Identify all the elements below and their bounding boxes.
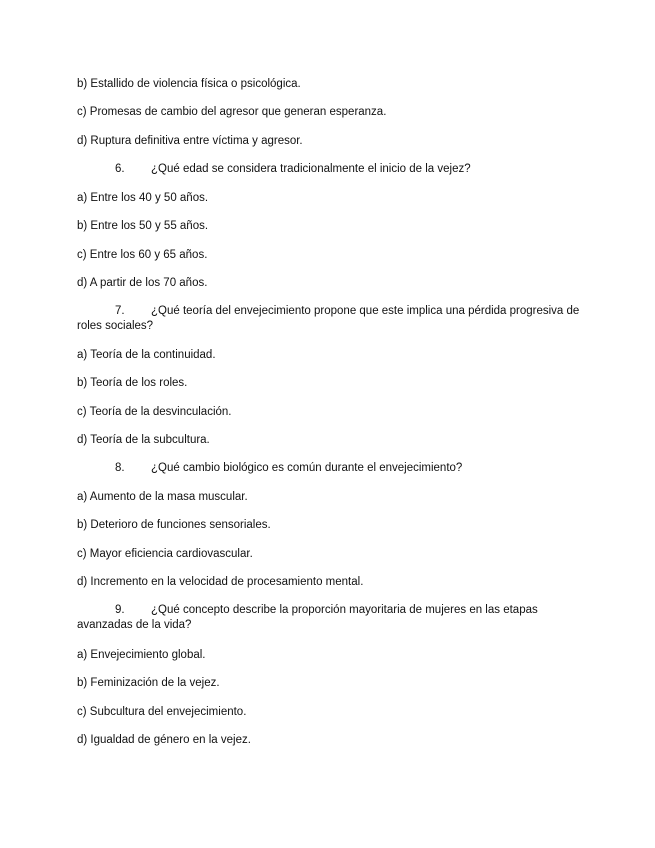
question-number: 6.: [115, 163, 125, 175]
answer-option: c) Teoría de la desvinculación.: [77, 406, 232, 418]
question-9: [77, 603, 587, 633]
answer-option: a) Aumento de la masa muscular.: [77, 491, 248, 503]
answer-option: b) Deterioro de funciones sensoriales.: [77, 519, 271, 531]
answer-option: b) Feminización de la vejez.: [77, 677, 220, 689]
answer-option: c) Entre los 60 y 65 años.: [77, 249, 208, 261]
answer-option: d) Teoría de la subcultura.: [77, 434, 210, 446]
question-text: ¿Qué teoría del envejecimiento propone que este implica una pérdida progresiva de roles sociales?: [77, 305, 580, 332]
question-number: 8.: [115, 462, 125, 474]
answer-option: c) Subcultura del envejecimiento.: [77, 706, 247, 718]
question-7: [77, 304, 587, 334]
question-6: [77, 162, 587, 177]
answer-option: c) Promesas de cambio del agresor que generan esperanza.: [77, 106, 387, 118]
question-text: ¿Qué concepto describe la proporción mayoritaria de mujeres en las etapas avanzadas de la vida?: [77, 604, 538, 631]
answer-option: c) Mayor eficiencia cardiovascular.: [77, 548, 253, 560]
answer-option: a) Entre los 40 y 50 años.: [77, 192, 209, 204]
answer-option: d) Igualdad de género en la vejez.: [77, 734, 251, 746]
question-8: [77, 461, 587, 476]
answer-option: a) Teoría de la continuidad.: [77, 349, 216, 361]
question-text: ¿Qué edad se considera tradicionalmente el inicio de la vejez?: [151, 163, 471, 175]
answer-option: a) Envejecimiento global.: [77, 649, 206, 661]
question-number: 9.: [115, 604, 125, 616]
answer-option: d) Incremento en la velocidad de procesamiento mental.: [77, 576, 364, 588]
answer-option: b) Teoría de los roles.: [77, 377, 188, 389]
question-text: ¿Qué cambio biológico es común durante el envejecimiento?: [151, 462, 463, 474]
answer-option: d) A partir de los 70 años.: [77, 277, 208, 289]
answer-option: b) Estallido de violencia física o psicológica.: [77, 78, 301, 90]
answer-option: b) Entre los 50 y 55 años.: [77, 220, 209, 232]
answer-option: d) Ruptura definitiva entre víctima y agresor.: [77, 135, 303, 147]
question-number: 7.: [115, 305, 125, 317]
